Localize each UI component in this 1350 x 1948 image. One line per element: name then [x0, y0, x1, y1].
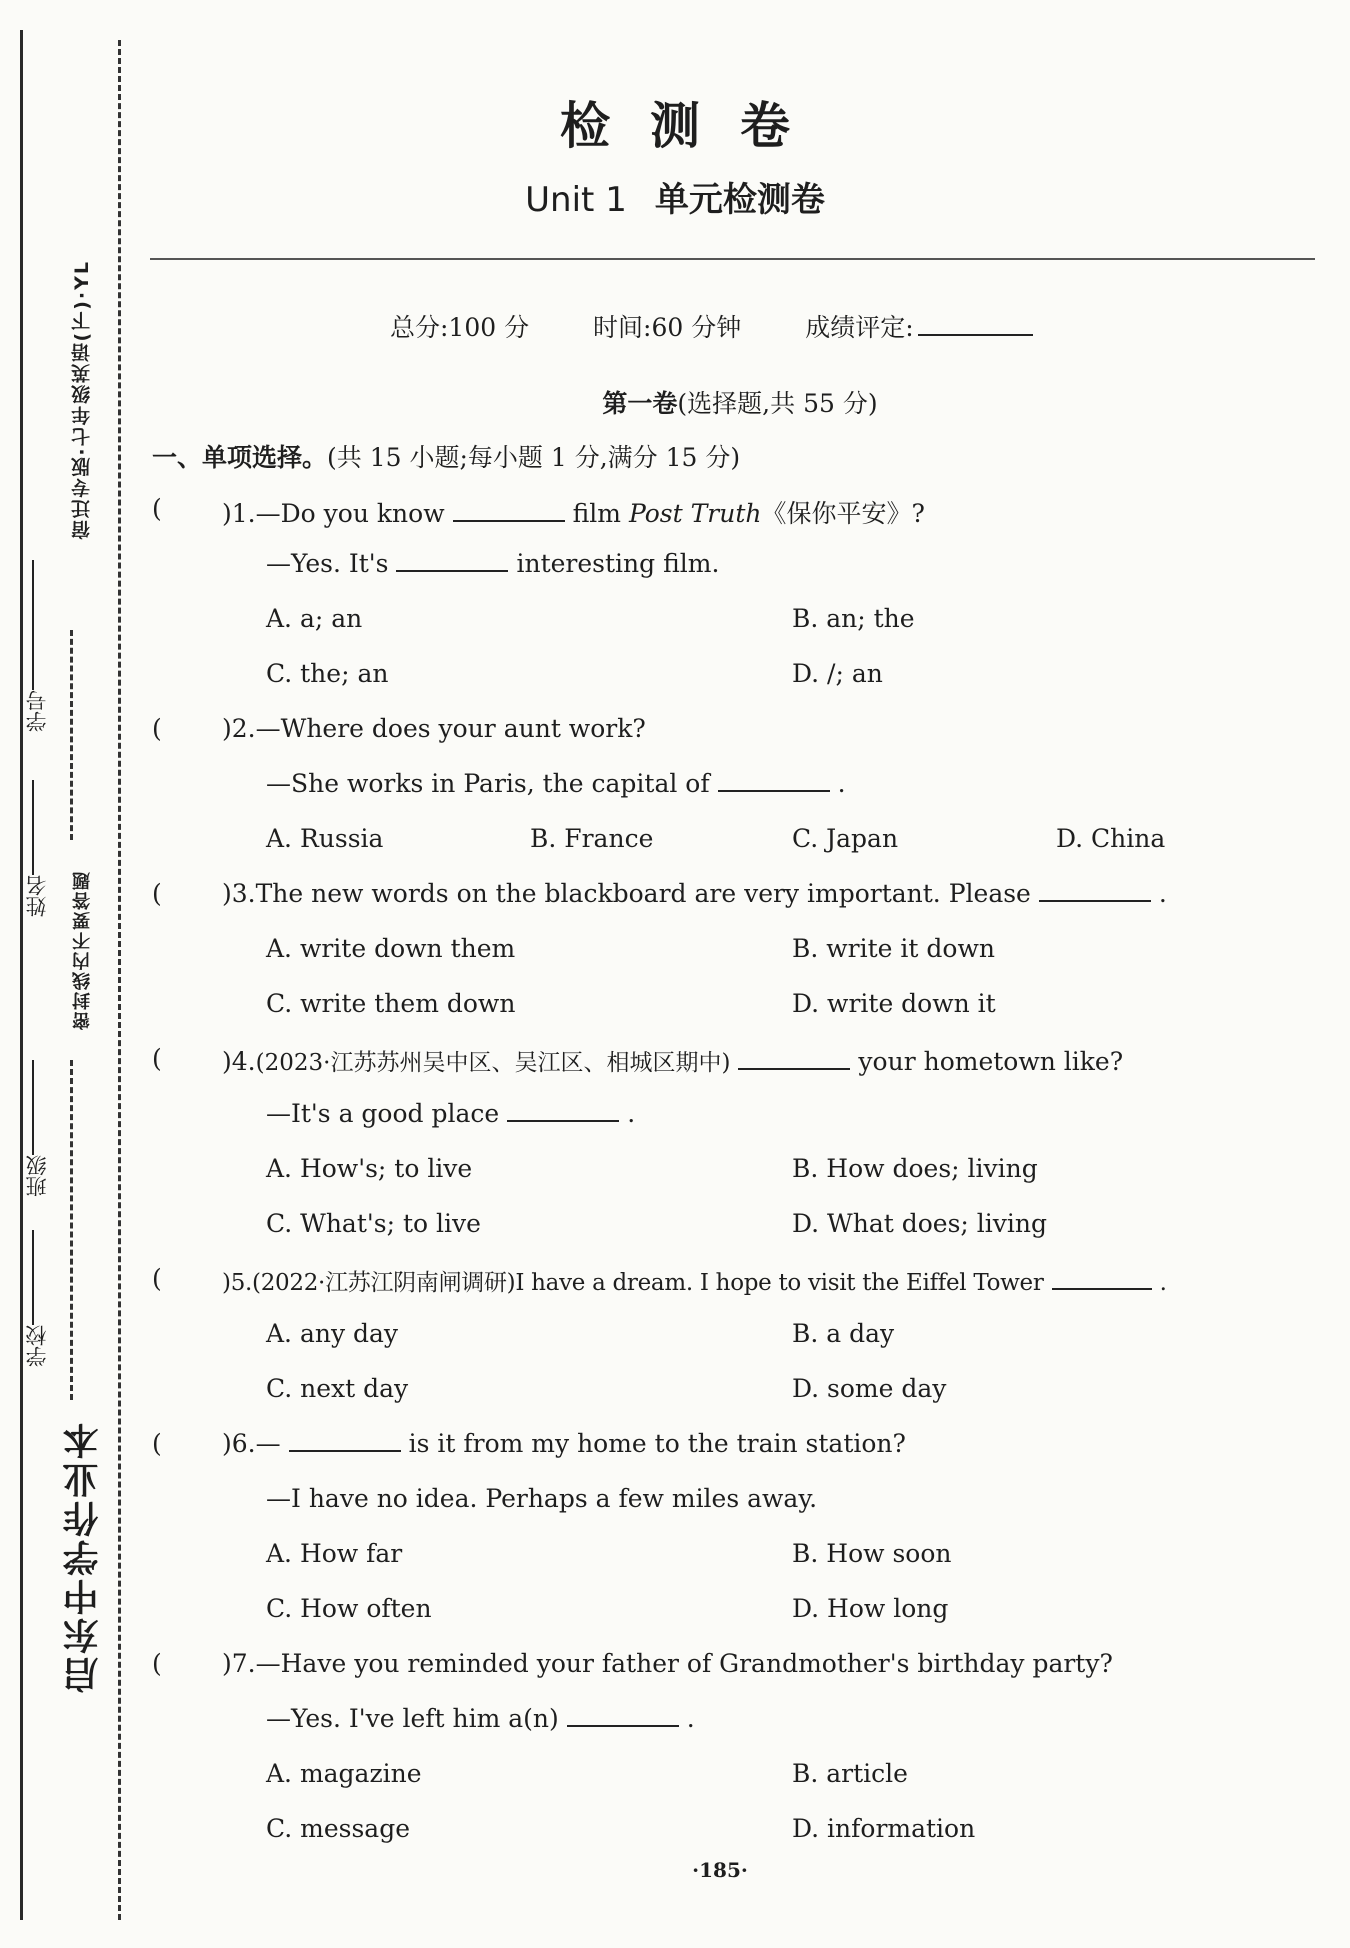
option: B. write it down	[792, 934, 995, 963]
answer-blank[interactable]	[1052, 1268, 1152, 1290]
page-number: ·185·	[692, 1858, 748, 1882]
unit-label: Unit 1	[525, 180, 627, 220]
answer-blank[interactable]	[567, 1705, 679, 1727]
option: A. Russia	[266, 824, 384, 853]
question-6: )6.— is it from my home to the train station?	[222, 1429, 906, 1458]
exam-meta	[390, 308, 1089, 344]
part-note: (选择题,共 55 分)	[677, 389, 878, 418]
option: A. How's; to live	[266, 1154, 473, 1183]
question-5: )5.(2022·江苏江阴南闸调研)I have a dream. I hope to visit the Eiffel Tower .	[222, 1270, 1167, 1296]
question-1: )1.—Do you know film Post Truth《保你平安》?	[222, 499, 925, 528]
option: D. How long	[792, 1594, 949, 1623]
option: B. How soon	[792, 1539, 952, 1568]
unit-title: 单元检测卷	[654, 180, 825, 220]
option: D. What does; living	[792, 1209, 1048, 1238]
option: A. write down them	[266, 934, 516, 963]
answer-bracket[interactable]: (	[152, 494, 162, 523]
question-3: )3.The new words on the blackboard are very important. Please .	[222, 879, 1167, 908]
question-line: —Yes. It's interesting film.	[266, 549, 720, 578]
option: D. write down it	[792, 989, 996, 1018]
grade-blank[interactable]	[918, 312, 1033, 336]
header-rule	[150, 258, 1315, 260]
grade-label: 成绩评定:	[805, 313, 914, 342]
section-title: 一、单项选择。	[152, 443, 328, 472]
option: A. any day	[266, 1319, 399, 1348]
answer-blank[interactable]	[453, 500, 565, 522]
option: B. France	[530, 824, 654, 853]
option: A. How far	[266, 1539, 403, 1568]
option: B. an; the	[792, 604, 915, 633]
seal-dashed-line	[118, 40, 121, 1920]
option: A. a; an	[266, 604, 363, 633]
option: D. some day	[792, 1374, 947, 1403]
option: D. information	[792, 1814, 976, 1843]
option: C. How often	[266, 1594, 432, 1623]
answer-blank[interactable]	[507, 1100, 619, 1122]
question-2: )2.—Where does your aunt work?	[222, 714, 646, 743]
option: B. a day	[792, 1319, 895, 1348]
option: C. What's; to live	[266, 1209, 481, 1238]
answer-bracket[interactable]: (	[152, 879, 162, 908]
answer-blank[interactable]	[738, 1048, 850, 1070]
option: C. the; an	[266, 659, 389, 688]
option: A. magazine	[266, 1759, 422, 1788]
seal-notice: 密封线内不要答题	[72, 870, 93, 1030]
school-field[interactable]: 学校	[22, 1230, 82, 1367]
question-line: —It's a good place .	[266, 1099, 636, 1128]
edition-label: 宿迁专版·七年级英语(下)·YL	[71, 260, 93, 540]
answer-blank[interactable]	[1039, 880, 1151, 902]
answer-blank[interactable]	[718, 770, 830, 792]
option: C. write them down	[266, 989, 516, 1018]
option: C. Japan	[792, 824, 899, 853]
option: D. China	[1056, 824, 1166, 853]
question-7: )7.—Have you reminded your father of Grandmother's birthday party?	[222, 1649, 1113, 1678]
answer-bracket[interactable]: (	[152, 1044, 162, 1073]
answer-blank[interactable]	[396, 550, 508, 572]
unit-subtitle	[0, 172, 1350, 221]
part-title: 第一卷	[602, 389, 678, 418]
answer-bracket[interactable]: (	[152, 714, 162, 743]
section-note: (共 15 小题;每小题 1 分,满分 15 分)	[327, 443, 741, 472]
brand-label: 启东中学作业本	[63, 1420, 104, 1693]
total-score: 总分:100 分	[390, 313, 530, 342]
margin-border	[20, 30, 23, 1920]
question-line: —She works in Paris, the capital of .	[266, 769, 846, 798]
answer-blank[interactable]	[289, 1430, 401, 1452]
section-heading	[152, 438, 740, 474]
question-4: )4.(2023·江苏苏州吴中区、吴江区、相城区期中) your hometown like?	[222, 1047, 1124, 1076]
answer-bracket[interactable]: (	[152, 1429, 162, 1458]
student-id-field[interactable]: 学号	[22, 560, 82, 732]
page-title: 检测卷	[560, 97, 830, 155]
question-line: —Yes. I've left him a(n) .	[266, 1704, 695, 1733]
option: C. next day	[266, 1374, 409, 1403]
time-limit: 时间:60 分钟	[593, 313, 742, 342]
option: C. message	[266, 1814, 410, 1843]
option: B. article	[792, 1759, 908, 1788]
answer-bracket[interactable]: (	[152, 1264, 162, 1293]
option: B. How does; living	[792, 1154, 1038, 1183]
name-field[interactable]: 姓名	[22, 780, 82, 917]
answer-bracket[interactable]: (	[152, 1649, 162, 1678]
option: D. /; an	[792, 659, 883, 688]
class-field[interactable]: 班级	[22, 1060, 82, 1197]
question-line: —I have no idea. Perhaps a few miles away.	[266, 1484, 818, 1513]
part-heading	[0, 384, 1350, 420]
